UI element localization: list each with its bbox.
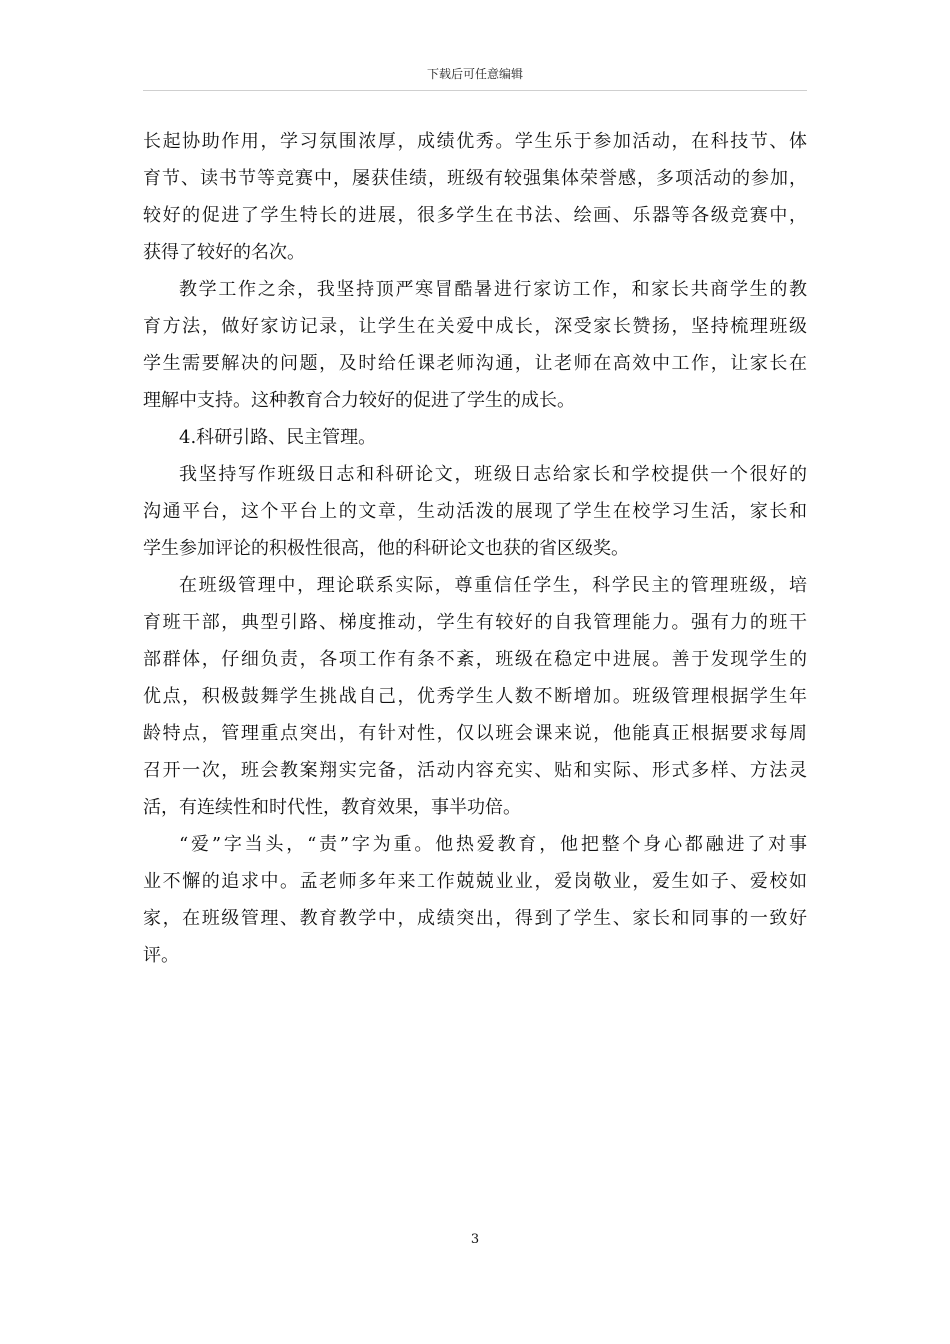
text-line: 学生需要解决的问题，及时给任课老师沟通，让老师在高效中工作，让家长在 [143,353,807,374]
text-line: 育方法，做好家访记录，让学生在关爱中成长，深受家长赞扬，坚持梳理班级 [143,316,807,337]
text-line: “爱”字当头，“责”字为重。他热爱教育，他把整个身心都融进了对事 [179,834,807,855]
text-line: 我坚持写作班级日志和科研论文，班级日志给家长和学校提供一个很好的 [179,464,807,485]
text-line: 较好的促进了学生特长的进展，很多学生在书法、绘画、乐器等各级竞赛中， [143,205,807,226]
document-body [143,123,807,974]
text-line: 评。 [143,945,179,966]
text-line: 4.科研引路、民主管理。 [179,427,377,448]
text-line: 业不懈的追求中。孟老师多年来工作兢兢业业，爱岗敬业，爱生如子、爱校如 [143,871,807,892]
page-header: 下载后可任意编辑 [426,67,523,81]
text-line: 育节、读书节等竞赛中，屡获佳绩，班级有较强集体荣誉感，多项活动的参加， [143,168,807,189]
text-line: 家，在班级管理、教育教学中，成绩突出，得到了学生、家长和同事的一致好 [143,908,807,929]
paragraph [143,567,807,826]
text-line: 学生参加评论的积极性很高，他的科研论文也获的省区级奖。 [143,538,629,559]
paragraph [143,271,807,419]
text-line: 沟通平台，这个平台上的文章，生动活泼的展现了学生在校学习生活，家长和 [143,501,807,522]
text-line: 教学工作之余，我坚持顶严寒冒酷暑进行家访工作，和家长共商学生的教 [179,279,807,300]
text-line: 活，有连续性和时代性，教育效果，事半功倍。 [143,797,521,818]
paragraph [143,826,807,974]
text-line: 育班干部，典型引路、梯度推动，学生有较好的自我管理能力。强有力的班干 [143,612,807,633]
section-heading [143,419,807,456]
text-line: 龄特点，管理重点突出，有针对性，仅以班会课来说，他能真正根据要求每周 [143,723,807,744]
header-divider [143,90,807,91]
text-line: 理解中支持。这种教育合力较好的促进了学生的成长。 [143,390,575,411]
page-number: 3 [470,1232,480,1247]
text-line: 获得了较好的名次。 [143,242,305,263]
paragraph [143,123,807,271]
text-line: 召开一次，班会教案翔实完备，活动内容充实、贴和实际、形式多样、方法灵 [143,760,807,781]
paragraph [143,456,807,567]
text-line: 长起协助作用，学习氛围浓厚，成绩优秀。学生乐于参加活动，在科技节、体 [143,131,807,152]
text-line: 优点，积极鼓舞学生挑战自己，优秀学生人数不断增加。班级管理根据学生年 [143,686,807,707]
text-line: 在班级管理中，理论联系实际，尊重信任学生，科学民主的管理班级，培 [179,575,807,596]
text-line: 部群体，仔细负责，各项工作有条不紊，班级在稳定中进展。善于发现学生的 [143,649,807,670]
